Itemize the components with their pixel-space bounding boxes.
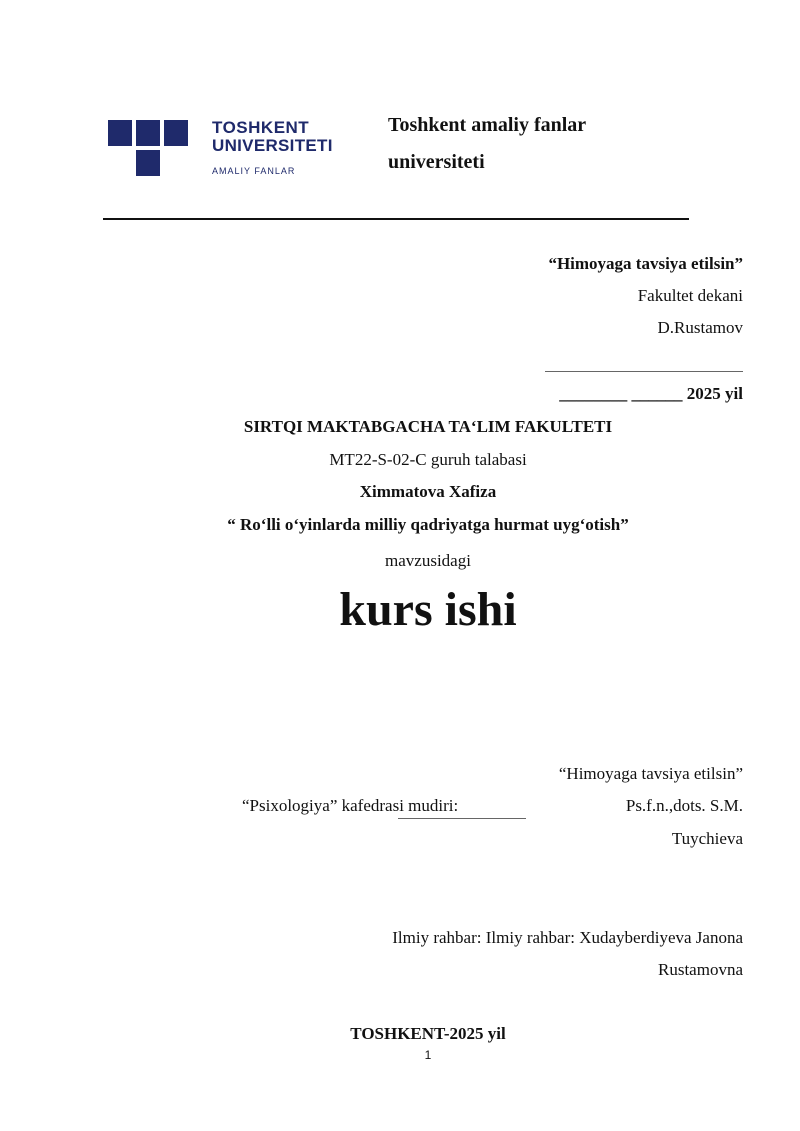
approval-bottom-title: “Himoyaga tavsiya etilsin”: [558, 764, 743, 783]
supervisor-line1: Ilmiy rahbar: Ilmiy rahbar: Xudayberdiyeva Janona: [392, 928, 743, 947]
work-type-title: kurs ishi: [339, 583, 517, 636]
page-number: 1: [424, 1048, 432, 1062]
supervisor-line2: Rustamovna: [658, 960, 743, 979]
student-name: Ximmatova Xafiza: [359, 482, 497, 501]
department-head-name-line1: Ps.f.n.,dots. S.M.: [625, 796, 743, 815]
department-signature-line: [398, 818, 526, 819]
department-head-label: “Psixologiya” kafedrasi mudiri:: [242, 796, 459, 815]
header-divider: [103, 218, 689, 220]
signature-line: [545, 371, 743, 372]
university-name-line1: Toshkent amaliy fanlar: [388, 114, 587, 136]
logo-text-line3: AMALIY FANLAR: [212, 166, 296, 176]
logo-text-line2: UNIVERSITETI: [212, 136, 333, 155]
approval-top-date: ________ ______ 2025 yil: [559, 384, 743, 403]
topic-suffix: mavzusidagi: [385, 551, 471, 570]
approval-top-title: “Himoyaga tavsiya etilsin”: [548, 254, 743, 273]
faculty-name: SIRTQI MAKTABGACHA TA‘LIM FAKULTETI: [243, 417, 613, 436]
work-topic: “ Ro‘lli o‘yinlarda milliy qadriyatga hurmat uyg‘otish”: [227, 515, 629, 534]
department-head-name-line2: Tuychieva: [671, 829, 743, 848]
city-year: TOSHKENT-2025 yil: [350, 1024, 506, 1043]
approval-top-name: D.Rustamov: [657, 318, 743, 337]
student-group: MT22-S-02-C guruh talabasi: [329, 450, 527, 469]
logo-text-line1: TOSHKENT: [212, 118, 310, 137]
approval-top-role: Fakultet dekani: [637, 286, 743, 305]
university-logo-icon: [108, 120, 188, 178]
university-name-line2: universiteti: [388, 151, 485, 173]
